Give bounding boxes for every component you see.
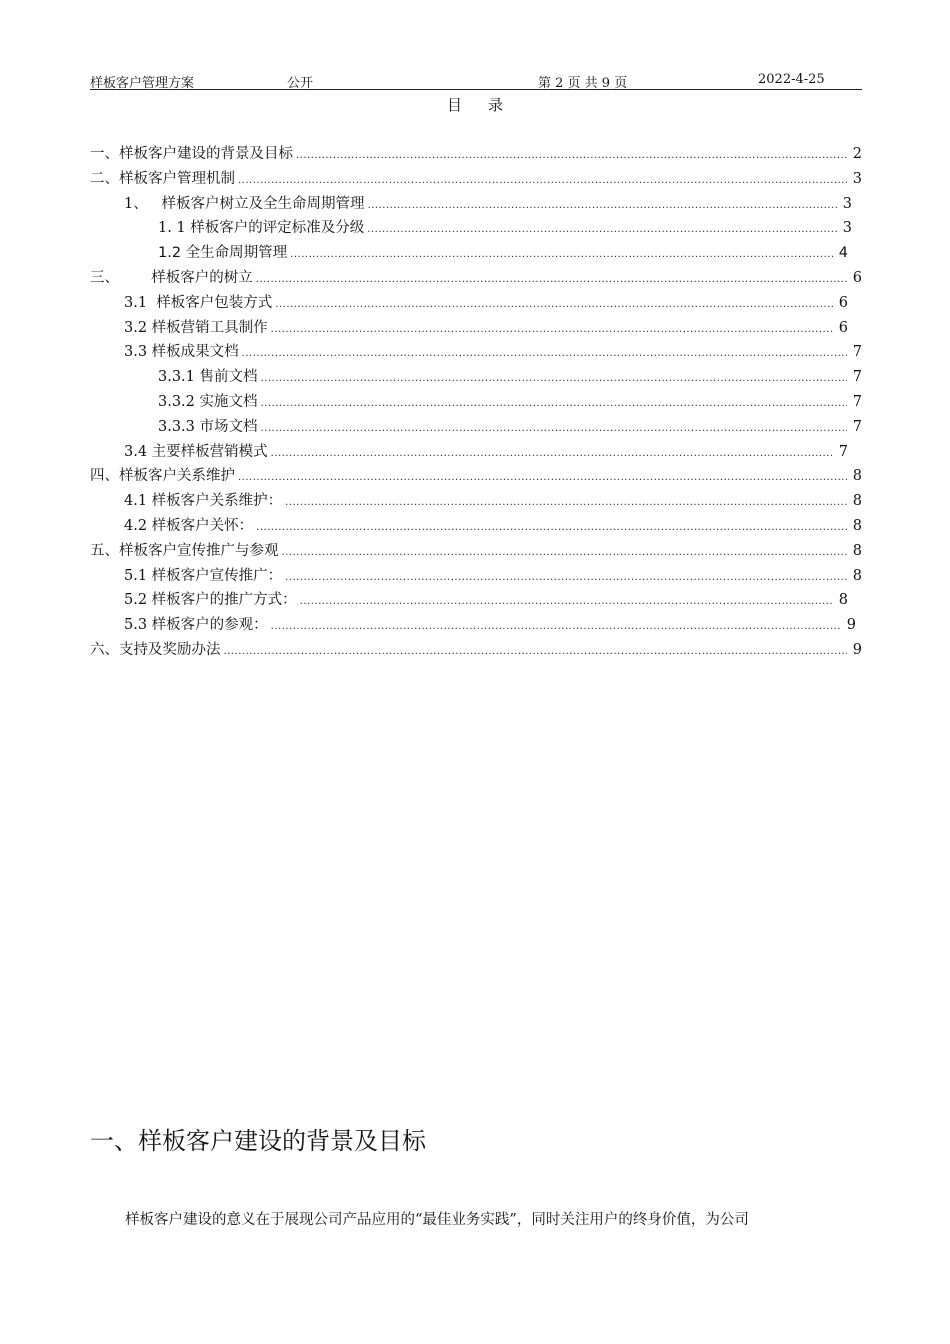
toc-entry[interactable] [90, 613, 862, 638]
toc-entry-page: 8 [852, 542, 862, 559]
toc-leader-dots [275, 299, 833, 310]
toc-entry[interactable] [90, 167, 862, 192]
toc-leader-dots [261, 373, 847, 384]
toc-leader-dots [290, 249, 833, 260]
toc-entry-label: 5.3 样板客户的参观： [124, 617, 268, 634]
toc-entry[interactable] [90, 588, 862, 613]
toc-entry-page: 9 [852, 641, 862, 658]
toc-entry[interactable] [90, 316, 862, 341]
toc-leader-dots [261, 423, 847, 434]
toc-entry-page: 8 [852, 517, 862, 534]
toc-entry[interactable] [90, 291, 862, 316]
toc-entry[interactable] [90, 440, 862, 465]
toc-entry-page: 8 [852, 567, 862, 584]
toc-leader-dots [285, 572, 847, 583]
toc-entry-page: 7 [852, 393, 862, 410]
header-date: 2022-4-25 [758, 72, 825, 87]
toc-entry-page: 2 [852, 146, 862, 162]
toc-title-part2: 录 [488, 96, 504, 114]
toc-entry[interactable] [90, 415, 862, 440]
page-header [90, 70, 862, 90]
toc-entry-label: 4.1 样板客户关系维护： [124, 493, 283, 510]
toc-entry[interactable] [90, 340, 862, 365]
toc-entry-label: 1.2 全生命周期管理 [158, 245, 288, 262]
toc-entry-page: 3 [842, 220, 852, 237]
toc-entry-label: 1. 1 样板客户的评定标准及分级 [158, 220, 365, 237]
toc-entry-label: 六、支持及奖励办法 [90, 641, 221, 658]
toc-entry[interactable] [90, 390, 862, 415]
toc-entry-page: 7 [838, 443, 848, 460]
toc-entry[interactable] [90, 192, 862, 217]
toc-leader-dots [238, 472, 847, 483]
toc-leader-dots [271, 448, 833, 459]
toc-leader-dots [224, 646, 848, 657]
toc-entry-page: 8 [852, 493, 862, 510]
header-doc-title: 样板客户管理方案 [90, 76, 195, 91]
toc-leader-dots [368, 200, 837, 211]
toc-leader-dots [238, 175, 847, 186]
toc-entry[interactable] [90, 266, 862, 291]
toc-leader-dots [296, 150, 847, 161]
toc-entry[interactable] [90, 564, 862, 589]
toc-leader-dots [367, 224, 837, 235]
body-paragraph: 样板客户建设的意义在于展现公司产品应用的“最佳业务实践”，同时关注用户的终身价值，为公司 [125, 1212, 749, 1228]
toc-entry[interactable] [90, 539, 862, 564]
toc-title [0, 94, 950, 115]
toc-leader-dots [256, 274, 847, 285]
toc-leader-dots [256, 522, 847, 533]
header-classification: 公开 [287, 76, 314, 91]
toc-entry-label: 3.1 样板客户包装方式 [124, 294, 273, 311]
toc-entry[interactable] [90, 365, 862, 390]
toc-entry-page: 7 [852, 369, 862, 386]
toc-entry-page: 4 [838, 245, 848, 262]
toc-entry-label: 五、样板客户宣传推广与参观 [90, 542, 279, 559]
toc-entry-label: 4.2 样板客户关怀： [124, 517, 254, 534]
toc-entry-page: 7 [852, 418, 862, 435]
toc-leader-dots [271, 621, 841, 632]
toc-title-part1: 目 [446, 96, 462, 114]
toc-entry[interactable] [90, 216, 862, 241]
toc-leader-dots [282, 547, 848, 558]
section-heading: 一、样板客户建设的背景及目标 [90, 1127, 426, 1155]
toc-leader-dots [271, 324, 833, 335]
toc-entry-page: 3 [852, 170, 862, 187]
toc-entry[interactable] [90, 464, 862, 489]
table-of-contents [90, 142, 862, 663]
toc-entry-label: 3.3.2 实施文档 [158, 393, 258, 410]
toc-entry-label: 3.2 样板营销工具制作 [124, 319, 268, 336]
toc-entry[interactable] [90, 489, 862, 514]
toc-entry-label: 3.3.1 售前文档 [158, 369, 258, 386]
toc-entry-label: 三、 样板客户的树立 [90, 269, 253, 286]
toc-entry-page: 8 [852, 468, 862, 485]
toc-entry-label: 四、样板客户关系维护 [90, 468, 235, 485]
toc-entry-page: 8 [838, 592, 848, 609]
toc-leader-dots [261, 398, 847, 409]
toc-entry-label: 1、 样板客户树立及全生命周期管理 [124, 195, 365, 212]
toc-entry-page: 6 [852, 269, 862, 286]
toc-entry[interactable] [90, 638, 862, 663]
toc-leader-dots [242, 348, 847, 359]
toc-entry[interactable] [90, 241, 862, 266]
toc-entry-label: 3.3 样板成果文档 [124, 344, 239, 361]
toc-entry-page: 3 [842, 195, 852, 212]
toc-entry-label: 5.1 样板客户宣传推广： [124, 567, 283, 584]
toc-entry-label: 3.3.3 市场文档 [158, 418, 258, 435]
toc-entry-page: 7 [852, 344, 862, 361]
toc-entry-page: 9 [846, 617, 856, 634]
header-page-info: 第 2 页 共 9 页 [538, 76, 628, 91]
toc-entry-label: 二、样板客户管理机制 [90, 170, 235, 187]
toc-entry-label: 3.4 主要样板营销模式 [124, 443, 268, 460]
toc-leader-dots [285, 497, 847, 508]
toc-leader-dots [300, 596, 833, 607]
toc-entry[interactable] [90, 142, 862, 167]
toc-entry-label: 5.2 样板客户的推广方式： [124, 592, 297, 609]
toc-entry-label: 一、样板客户建设的背景及目标 [90, 146, 293, 162]
toc-entry[interactable] [90, 514, 862, 539]
toc-entry-page: 6 [838, 319, 848, 336]
toc-entry-page: 6 [838, 294, 848, 311]
